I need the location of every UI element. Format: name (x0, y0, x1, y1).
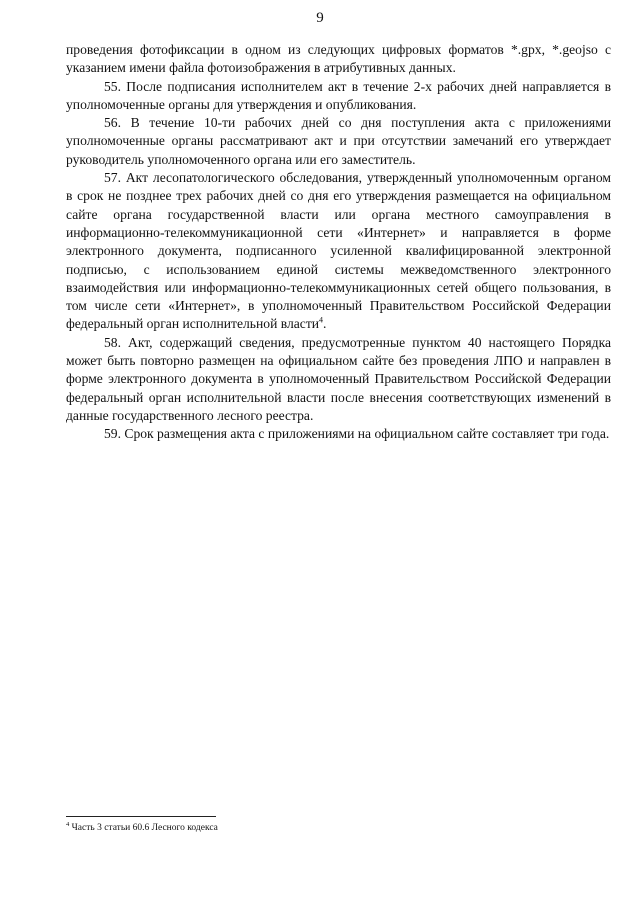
footnote-reference: 4 (319, 315, 324, 325)
paragraph-text: 55. После подписания исполнителем акт в течение 2-х рабочих дней направляется в уполномоченные органы для утверждения и опубликования. (66, 78, 611, 112)
body-text (66, 41, 611, 444)
paragraph-59 (66, 425, 611, 443)
footnote (66, 822, 611, 834)
paragraph-text: 57. Акт лесопатологического обследования, утвержденный уполномоченным органом в срок не позднее трех рабочих дней со дня его утверждения размещается на официальном сайте органа государственной власти или органа местного самоуправления в информационно-телекоммуникационной сети «Интернет» и направляется в форме электронного документа, подписанного усиленной квалифицированной электронной подписью, с использованием единой системы межведомственного электронного взаимодействия или информационно-телекоммуникационных сетей общего пользования, в том числе сети «Интернет», в уполномоченный Правительством Российской Федерации федеральный орган исполнительной власти (66, 170, 611, 332)
paragraph-text: проведения фотофиксации в одном из следующих цифровых форматов *.gpx, *.geojso с указанием имени файла фотоизображения в атрибутивных данных. (66, 42, 611, 76)
paragraph-56 (66, 114, 611, 169)
paragraph-57 (66, 169, 611, 334)
page-number: 9 (316, 10, 324, 26)
paragraph-continuation (66, 41, 611, 78)
footnote-text: Часть 3 статьи 60.6 Лесного кодекса (71, 823, 218, 833)
paragraph-text: 56. В течение 10-ти рабочих дней со дня поступления акта с приложениями уполномоченные органы рассматривают акт и при отсутствии замечаний его утверждает руководитель уполномоченного органа или его заместитель. (66, 115, 611, 167)
footnote-separator (66, 816, 216, 817)
footnote-mark: 4 (66, 820, 70, 828)
paragraph-58 (66, 334, 611, 425)
paragraph-text: 59. Срок размещения акта с приложениями на официальном сайте составляет три года. (104, 426, 610, 442)
paragraph-55 (66, 78, 611, 115)
paragraph-text: 58. Акт, содержащий сведения, предусмотренные пунктом 40 настоящего Порядка может быть повторно размещен на официальном сайте без проведения ЛПО и направлен в форме электронного документа в уполномоченный Правительством Российской Федерации федеральный орган исполнительной власти после внесения соответствующих изменений в данные государственного лесного реестра. (66, 334, 611, 423)
paragraph-end-punctuation: . (323, 316, 327, 332)
